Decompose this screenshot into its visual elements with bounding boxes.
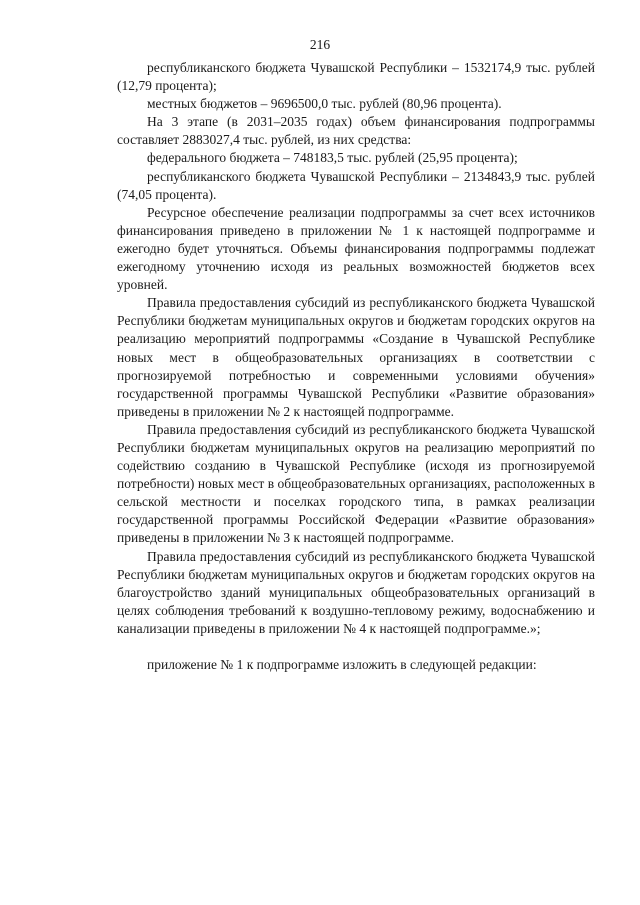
paragraph-regional-budget-stage3: республиканского бюджета Чувашской Республики – 2134843,9 тыс. рублей (74,05 процента). [117,168,595,202]
paragraph-resource-provision: Ресурсное обеспечение реализации подпрограммы за счет всех источников финансирования приведено в приложении № 1 к настоящей подпрограмме и ежегодно будет уточняться. Объемы финансирования подпрограммы подлежат ежегодному уточнению исходя из реальных возможностей бюджетов всех уровней. [117,204,595,293]
page-number: 216 [309,37,331,52]
paragraph-appendix-1-instruction: приложение № 1 к подпрограмме изложить в следующей редакции: [147,657,537,672]
paragraph-subsidy-rules-appendix-2: Правила предоставления субсидий из республиканского бюджета Чувашской Республики бюджетам муниципальных округов и бюджетам городских округов на реализацию мероприятий подпрограммы «Создание в Чувашской Республике новых мест в общеобразовательных организациях в соответствии с прогнозируемой потребностью и современными условиями обучения» государственной программы Чувашской Республики «Развитие образования» приведены в приложении № 2 к настоящей подпрограмме. [117,295,595,419]
document-body [117,59,595,674]
paragraph-regional-budget-stage2: республиканского бюджета Чувашской Республики – 1532174,9 тыс. рублей (12,79 процента); [117,60,595,94]
paragraph-spacer [117,638,595,656]
paragraph-subsidy-rules-appendix-4: Правила предоставления субсидий из республиканского бюджета Чувашской Республики бюджетам муниципальных округов и бюджетам городских округов на благоустройство зданий муниципальных общеобразовательных организаций в целях соблюдения требований к воздушно-тепловому режиму, водоснабжению и канализации приведены в приложении № 4 к настоящей подпрограмме.»; [117,548,595,636]
paragraph-federal-budget-stage3: федерального бюджета – 748183,5 тыс. рублей (25,95 процента); [147,150,518,166]
paragraph-subsidy-rules-appendix-3: Правила предоставления субсидий из республиканского бюджета Чувашской Республики бюджетам муниципальных округов на реализацию мероприятий по содействию созданию в Чувашской Республике (исходя из прогнозируемой потребности) новых мест в общеобразовательных организациях, расположенных в сельской местности и поселках городского типа, в рамках реализации государственной программы Российской Федерации «Развитие образования» приведены в приложении № 3 к настоящей подпрограмме. [117,421,595,546]
paragraph-local-budgets-stage2: местных бюджетов – 9696500,0 тыс. рублей (80,96 процента). [147,96,502,112]
paragraph-stage3-total: На 3 этапе (в 2031–2035 годах) объем финансирования подпрограммы составляет 2883027,4 тыс. рублей, из них средства: [117,114,595,148]
